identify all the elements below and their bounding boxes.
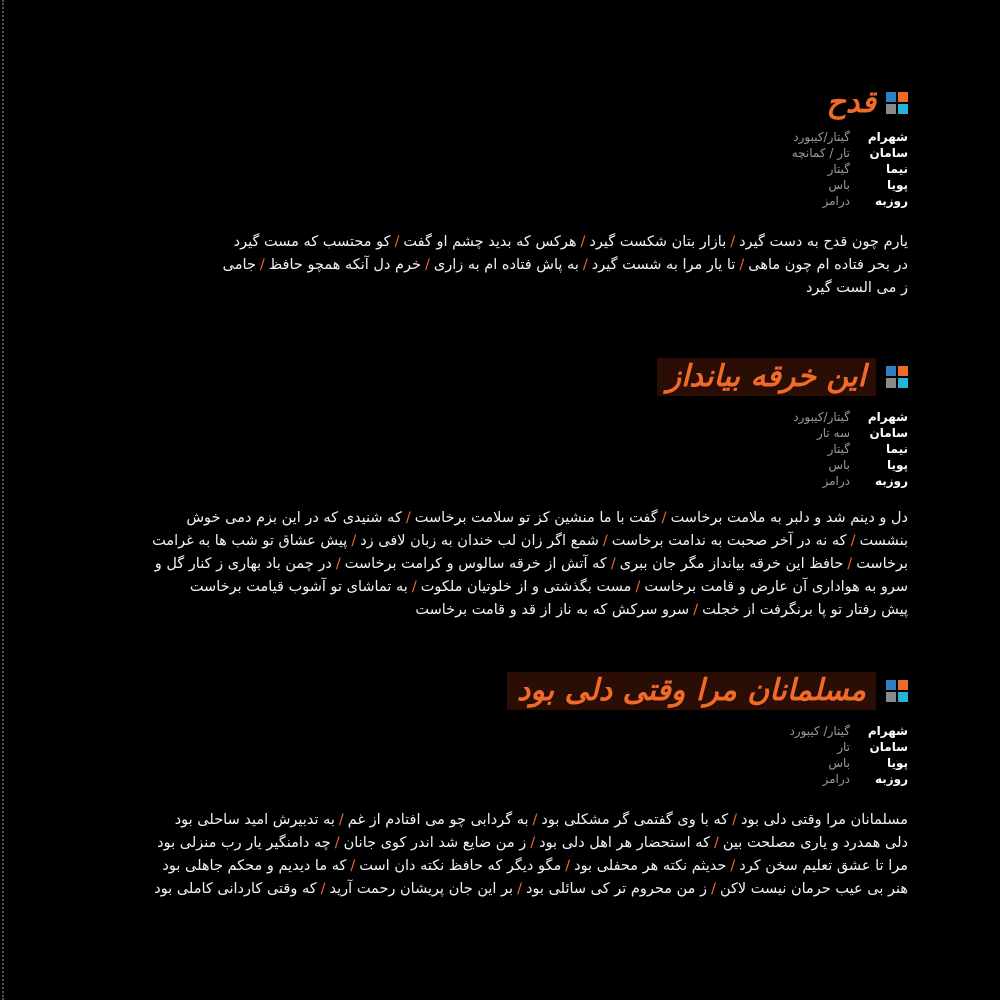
slash-separator: / xyxy=(424,257,430,273)
slash-separator: / xyxy=(517,881,522,897)
lyric-phrase: کو محتسب که مست گیرد xyxy=(233,234,391,250)
lyric-phrase: دل و دینم شد و دلبر به ملامت برخاست xyxy=(670,510,908,526)
credit-name: شهرام xyxy=(867,130,908,144)
lyric-line xyxy=(80,855,908,878)
credits-list xyxy=(80,410,908,489)
lyric-phrase: خرم دل آنکه همچو حافظ xyxy=(268,257,421,273)
slash-separator: / xyxy=(661,510,667,526)
lyrics-block xyxy=(80,507,908,622)
lyric-phrase: مست بگذشتی و از خلوتیان ملکوت xyxy=(420,579,632,595)
lyric-line xyxy=(80,832,908,855)
slash-separator: / xyxy=(602,533,608,549)
credit-role: باس xyxy=(828,756,850,770)
credit-role: گیتار xyxy=(827,162,850,176)
lyric-phrase: بر این جان پریشان رحمت آرید xyxy=(329,881,514,897)
lyric-phrase: سرو سرکش که به ناز از قد و قامت برخاست xyxy=(415,602,690,618)
lyric-phrase: که آتش از خرقه سالوس و کرامت برخاست xyxy=(344,556,607,572)
song-title-row xyxy=(80,85,908,120)
slash-separator: / xyxy=(732,812,738,828)
song-title: مسلمانان مرا وقتی دلی بود xyxy=(507,672,876,710)
slash-separator: / xyxy=(711,881,716,897)
slash-separator: / xyxy=(530,835,536,851)
lyric-phrase: پیش رفتار تو پا برنگرفت از خجلت xyxy=(702,602,908,618)
lyric-line xyxy=(80,254,908,277)
credit-role: درامز xyxy=(822,772,850,786)
credit-role: درامز xyxy=(822,474,850,488)
credit-name: سامان xyxy=(869,426,908,440)
credit-role: گیتار/کیبورد xyxy=(793,410,850,424)
lyrics-block xyxy=(80,809,908,901)
lyric-phrase: در بحر فتاده ام چون ماهی xyxy=(748,257,908,273)
squares-icon xyxy=(886,680,908,702)
credits-list xyxy=(80,724,908,787)
lyric-phrase: هرکس که بدید چشم او گفت xyxy=(403,234,577,250)
credit-name: شهرام xyxy=(867,724,908,738)
lyric-line xyxy=(80,507,908,530)
lyric-line xyxy=(80,553,908,576)
squares-icon xyxy=(886,92,908,114)
lyric-phrase: گفت با ما منشین کز تو سلامت برخاست xyxy=(414,510,658,526)
lyric-line xyxy=(80,576,908,599)
lyric-phrase: ز من محروم تر کی سائلی بود xyxy=(525,881,708,897)
lyric-phrase: پیش عشاق تو شب ها به غرامت xyxy=(152,533,348,549)
lyric-line xyxy=(80,530,908,553)
lyric-line xyxy=(80,231,908,254)
credit-role: سه تار xyxy=(816,426,850,440)
lyric-phrase: برخاست xyxy=(856,556,908,572)
credit-role: گیتار xyxy=(827,442,850,456)
page-edge-dotted-line xyxy=(2,0,4,1000)
credit-role: درامز xyxy=(822,194,850,208)
slash-separator: / xyxy=(582,257,588,273)
credits-list xyxy=(80,130,908,209)
slash-separator: / xyxy=(730,234,736,250)
slash-separator: / xyxy=(338,812,344,828)
song-section-1 xyxy=(80,85,908,300)
credit-name: روزبه xyxy=(874,772,908,786)
slash-separator: / xyxy=(394,234,400,250)
lyric-phrase: بنشست xyxy=(859,533,908,549)
lyric-phrase: به پاش فتاده ام به زاری xyxy=(433,257,579,273)
credit-name: نیما xyxy=(886,442,908,456)
lyric-phrase: سرو به هواداری آن عارض و قامت برخاست xyxy=(644,579,908,595)
lyric-phrase: ز من ضایع شد اندر کوی جانان xyxy=(343,835,527,851)
slash-separator: / xyxy=(739,257,745,273)
slash-separator: / xyxy=(847,556,853,572)
lyrics-block xyxy=(80,231,908,300)
lyric-phrase: شمع اگر زان لب خندان به زبان لافی زد xyxy=(360,533,599,549)
lyric-phrase: در چمن باد بهاری ز کنار گل و xyxy=(154,556,332,572)
credit-role: باس xyxy=(828,178,850,192)
lyric-phrase: جامی xyxy=(222,257,256,273)
lyric-phrase: ز می الست گیرد xyxy=(805,280,908,296)
credit-name: پویا xyxy=(886,756,908,770)
squares-icon xyxy=(886,366,908,388)
slash-separator: / xyxy=(714,835,719,851)
credit-role: تار xyxy=(837,740,850,754)
credit-name: نیما xyxy=(886,162,908,176)
lyric-phrase: که استحضار هر اهل دلی بود xyxy=(539,835,710,851)
lyric-phrase: که شنیدی که در این بزم دمی خوش xyxy=(186,510,402,526)
credit-name: شهرام xyxy=(867,410,908,424)
slash-separator: / xyxy=(693,602,699,618)
credit-name: سامان xyxy=(869,740,908,754)
slash-separator: / xyxy=(259,257,265,273)
lyric-line xyxy=(80,599,908,622)
lyric-phrase: چه دامنگیر یار رب منزلی بود xyxy=(157,835,331,851)
lyric-phrase: یارم چون قدح به دست گیرد xyxy=(739,234,908,250)
slash-separator: / xyxy=(350,858,356,874)
lyric-line xyxy=(80,878,908,901)
lyric-phrase: به تدبیرش امید ساحلی بود xyxy=(174,812,335,828)
slash-separator: / xyxy=(565,858,571,874)
slash-separator: / xyxy=(850,533,856,549)
slash-separator: / xyxy=(580,234,586,250)
lyric-phrase: حدیثم نکته هر محفلی بود xyxy=(574,858,727,874)
slash-separator: / xyxy=(334,835,340,851)
song-section-2 xyxy=(80,358,908,622)
credit-role: تار / کمانچه xyxy=(791,146,850,160)
lyric-phrase: که با وی گفتمی گر مشکلی بود xyxy=(541,812,729,828)
slash-separator: / xyxy=(635,579,641,595)
lyric-phrase: که نه در آخر صحبت به ندامت برخاست xyxy=(611,533,847,549)
song-title: قدح xyxy=(826,85,876,120)
lyric-phrase: هنر بی عیب حرمان نیست لاکن xyxy=(719,881,908,897)
credit-role: باس xyxy=(828,458,850,472)
lyric-phrase: حافظ این خرقه بیانداز مگر جان ببری xyxy=(619,556,844,572)
credit-role: گیتار/کیبورد xyxy=(793,130,850,144)
slash-separator: / xyxy=(351,533,357,549)
lyric-phrase: به گردابی چو می افتادم از غم xyxy=(347,812,529,828)
credit-name: پویا xyxy=(886,458,908,472)
slash-separator: / xyxy=(405,510,411,526)
lyric-line xyxy=(80,809,908,832)
lyric-phrase: که ما دیدیم و محکم جاهلی بود xyxy=(162,858,347,874)
lyric-phrase: دلی همدرد و یاری مصلحت بین xyxy=(722,835,908,851)
slash-separator: / xyxy=(610,556,616,572)
slash-separator: / xyxy=(411,579,417,595)
credit-name: روزبه xyxy=(874,474,908,488)
lyric-phrase: مرا تا عشق تعلیم سخن کرد xyxy=(739,858,908,874)
credit-name: سامان xyxy=(869,146,908,160)
song-title: این خرقه بیانداز xyxy=(657,358,876,396)
lyric-phrase: به تماشای تو آشوب قیامت برخاست xyxy=(189,579,408,595)
lyric-phrase: مگو دیگر که حافظ نکته دان است xyxy=(359,858,562,874)
lyric-phrase: مسلمانان مرا وقتی دلی بود xyxy=(741,812,908,828)
credit-name: روزبه xyxy=(874,194,908,208)
lyric-phrase: تا یار مرا به شست گیرد xyxy=(591,257,736,273)
slash-separator: / xyxy=(320,881,326,897)
song-title-row xyxy=(80,672,908,710)
lyric-phrase: که وقتی کاردانی کاملی بود xyxy=(154,881,317,897)
credit-role: گیتار/ کیبورد xyxy=(789,724,850,738)
slash-separator: / xyxy=(335,556,341,572)
lyric-line xyxy=(80,277,908,300)
slash-separator: / xyxy=(730,858,736,874)
lyric-phrase: بازار بتان شکست گیرد xyxy=(589,234,727,250)
slash-separator: / xyxy=(532,812,538,828)
song-section-3 xyxy=(80,672,908,901)
credit-name: پویا xyxy=(886,178,908,192)
song-title-row xyxy=(80,358,908,396)
